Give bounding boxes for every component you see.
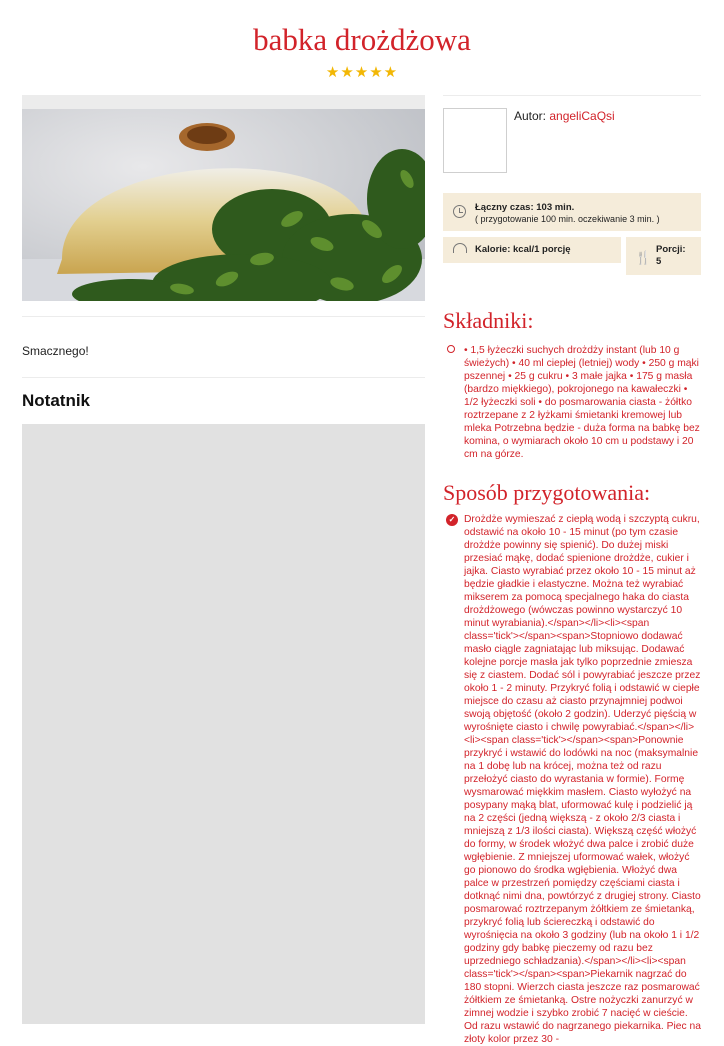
recipe-note: Smacznego!: [22, 344, 89, 358]
divider: [22, 316, 425, 317]
portions-label: Porcji:: [656, 244, 686, 255]
calories-box: [443, 237, 621, 263]
ingredients-text: • 1,5 łyżeczki suchych drożdży instant (lub 10 g świeżych) • 40 ml ciepłej (letniej) wody • 250 g mąki pszennej • 25 g cukru • 3 małe jajka • 175 g masła (bardzo miękkiego), pokrojonego na kawałeczki • 1/2 łyżeczki soli • do posmarowania ciasta - żółtko roztrzepane z 2 łyżkami śmietanki kremowej lub mleka Potrzebna będzie - duża forma na babkę bez komina, o wymiarach około 10 cm u podstawy i 20 cm na górze.: [464, 345, 700, 460]
recipe-photo: [22, 109, 425, 301]
notebook-area[interactable]: [22, 424, 425, 1024]
recipe-title: babka drożdżowa: [253, 22, 471, 57]
notebook-heading: Notatnik: [22, 391, 90, 410]
bullet-icon: [447, 345, 455, 353]
author-line: [514, 109, 615, 123]
method-heading: Sposób przygotowania:: [443, 480, 651, 505]
total-time-box: [443, 193, 701, 231]
portions: [656, 244, 686, 268]
author-label: Autor:: [514, 109, 547, 123]
bundt-cake-image: [22, 109, 425, 301]
clock-icon: [453, 205, 466, 218]
fork-knife-icon: 🍴: [635, 250, 652, 265]
calories-label: Kalorie: kcal/1 porcję: [475, 244, 571, 255]
method-text: Drożdże wymieszać z ciepłą wodą i szczyptą cukru, odstawić na około 10 - 15 minut (po tym czasie drożdże powinny się spienić). Do dużej miski przesiać mąkę, dodać spienione drożdże, cukier i jajka. Ciasto wyrabiać przez około 10 - 15 minut aż będzie gładkie i elastyczne. Można też wyrabiać mikserem za pomocą specjalnego haka do ciasta drożdżowego (wówczas powinno wystarczyć 10 minut wyrabiania).</span></li><li><span class='tick'></span><span>Stopniowo dodawać masło ciągle zagniatając lub miksując. Dodawać kolejne porcje masła jak tylko poprzednie zmiesza się z ciastem. Dodać sól i powyrabiać jeszcze przez około 1 - 2 minuty. Przykryć folią i odstawić w ciepłe miejsce do czasu aż ciasto przynajmniej podwoi swoją objętość (około 2 godzin). Uderzyć pięścią w wyrośnięte ciasto i chwilę powyrabiać.</span></li><li><span class='tick'></span><span>Ponownie przykryć i wstawić do lodówki na noc (maksymalnie na 1 dobę lub na krócej, można też od razu przełożyć ciasto do wyrastania w formie). Formę wysmarować miękkim masłem. Ciasto wyłożyć na posypany mąką blat, uformować kulę i podzielić ją na 2 części (jedną większą - z około 2/3 ciasta i mniejszą z 1/3 ilości ciasta). Większą część włożyć do formy, w środek włożyć dwa palce i zrobić duże wgłębienie. Z mniejszej uformować wałek, włożyć go pionowo do środka wgłębienia. Włożyć dwa palce w przestrzeń pomiędzy częściami ciasta i dotknąć nimi dna, powtórzyć z drugiej strony. Ciasto posmarować roztrzepanym żółtkiem ze śmietanką, przykryć folią lub ściereczką i odstawić do wyrośnięcia na około 3 godziny (lub na około 1 i 1/2 godziny gdy babkę pieczemy od razu bez uprzedniego schładzania).</span></li><li><span class='tick'></span><span>Piekarnik nagrzać do 180 stopni. Wierzch ciasta jeszcze raz posmarować żółtkiem ze śmietanką. Ostre nożyczki zanurzyć w zimnej wodzie i szybko zrobić 7 nacięć w cieście. Od razu wstawić do nagrzanego piekarnika. Piec na złoty kolor przez 30 -: [464, 514, 701, 1045]
ingredients-heading: Składniki:: [443, 308, 534, 333]
divider: [22, 377, 425, 378]
divider: [443, 95, 701, 96]
rating-stars[interactable]: ★★★★★: [325, 64, 399, 81]
total-time: Łączny czas: 103 min.: [475, 202, 575, 213]
photo-top-bar: [22, 95, 425, 109]
check-icon: ✓: [446, 514, 458, 526]
author-name-link[interactable]: angeliCaQsi: [549, 109, 615, 123]
time-breakdown: ( przygotowanie 100 min. oczekiwanie 3 min. ): [475, 214, 660, 224]
author-avatar[interactable]: [443, 108, 507, 173]
gauge-icon: [453, 243, 467, 253]
portions-value: 5: [656, 256, 662, 267]
portions-box: [626, 237, 701, 275]
